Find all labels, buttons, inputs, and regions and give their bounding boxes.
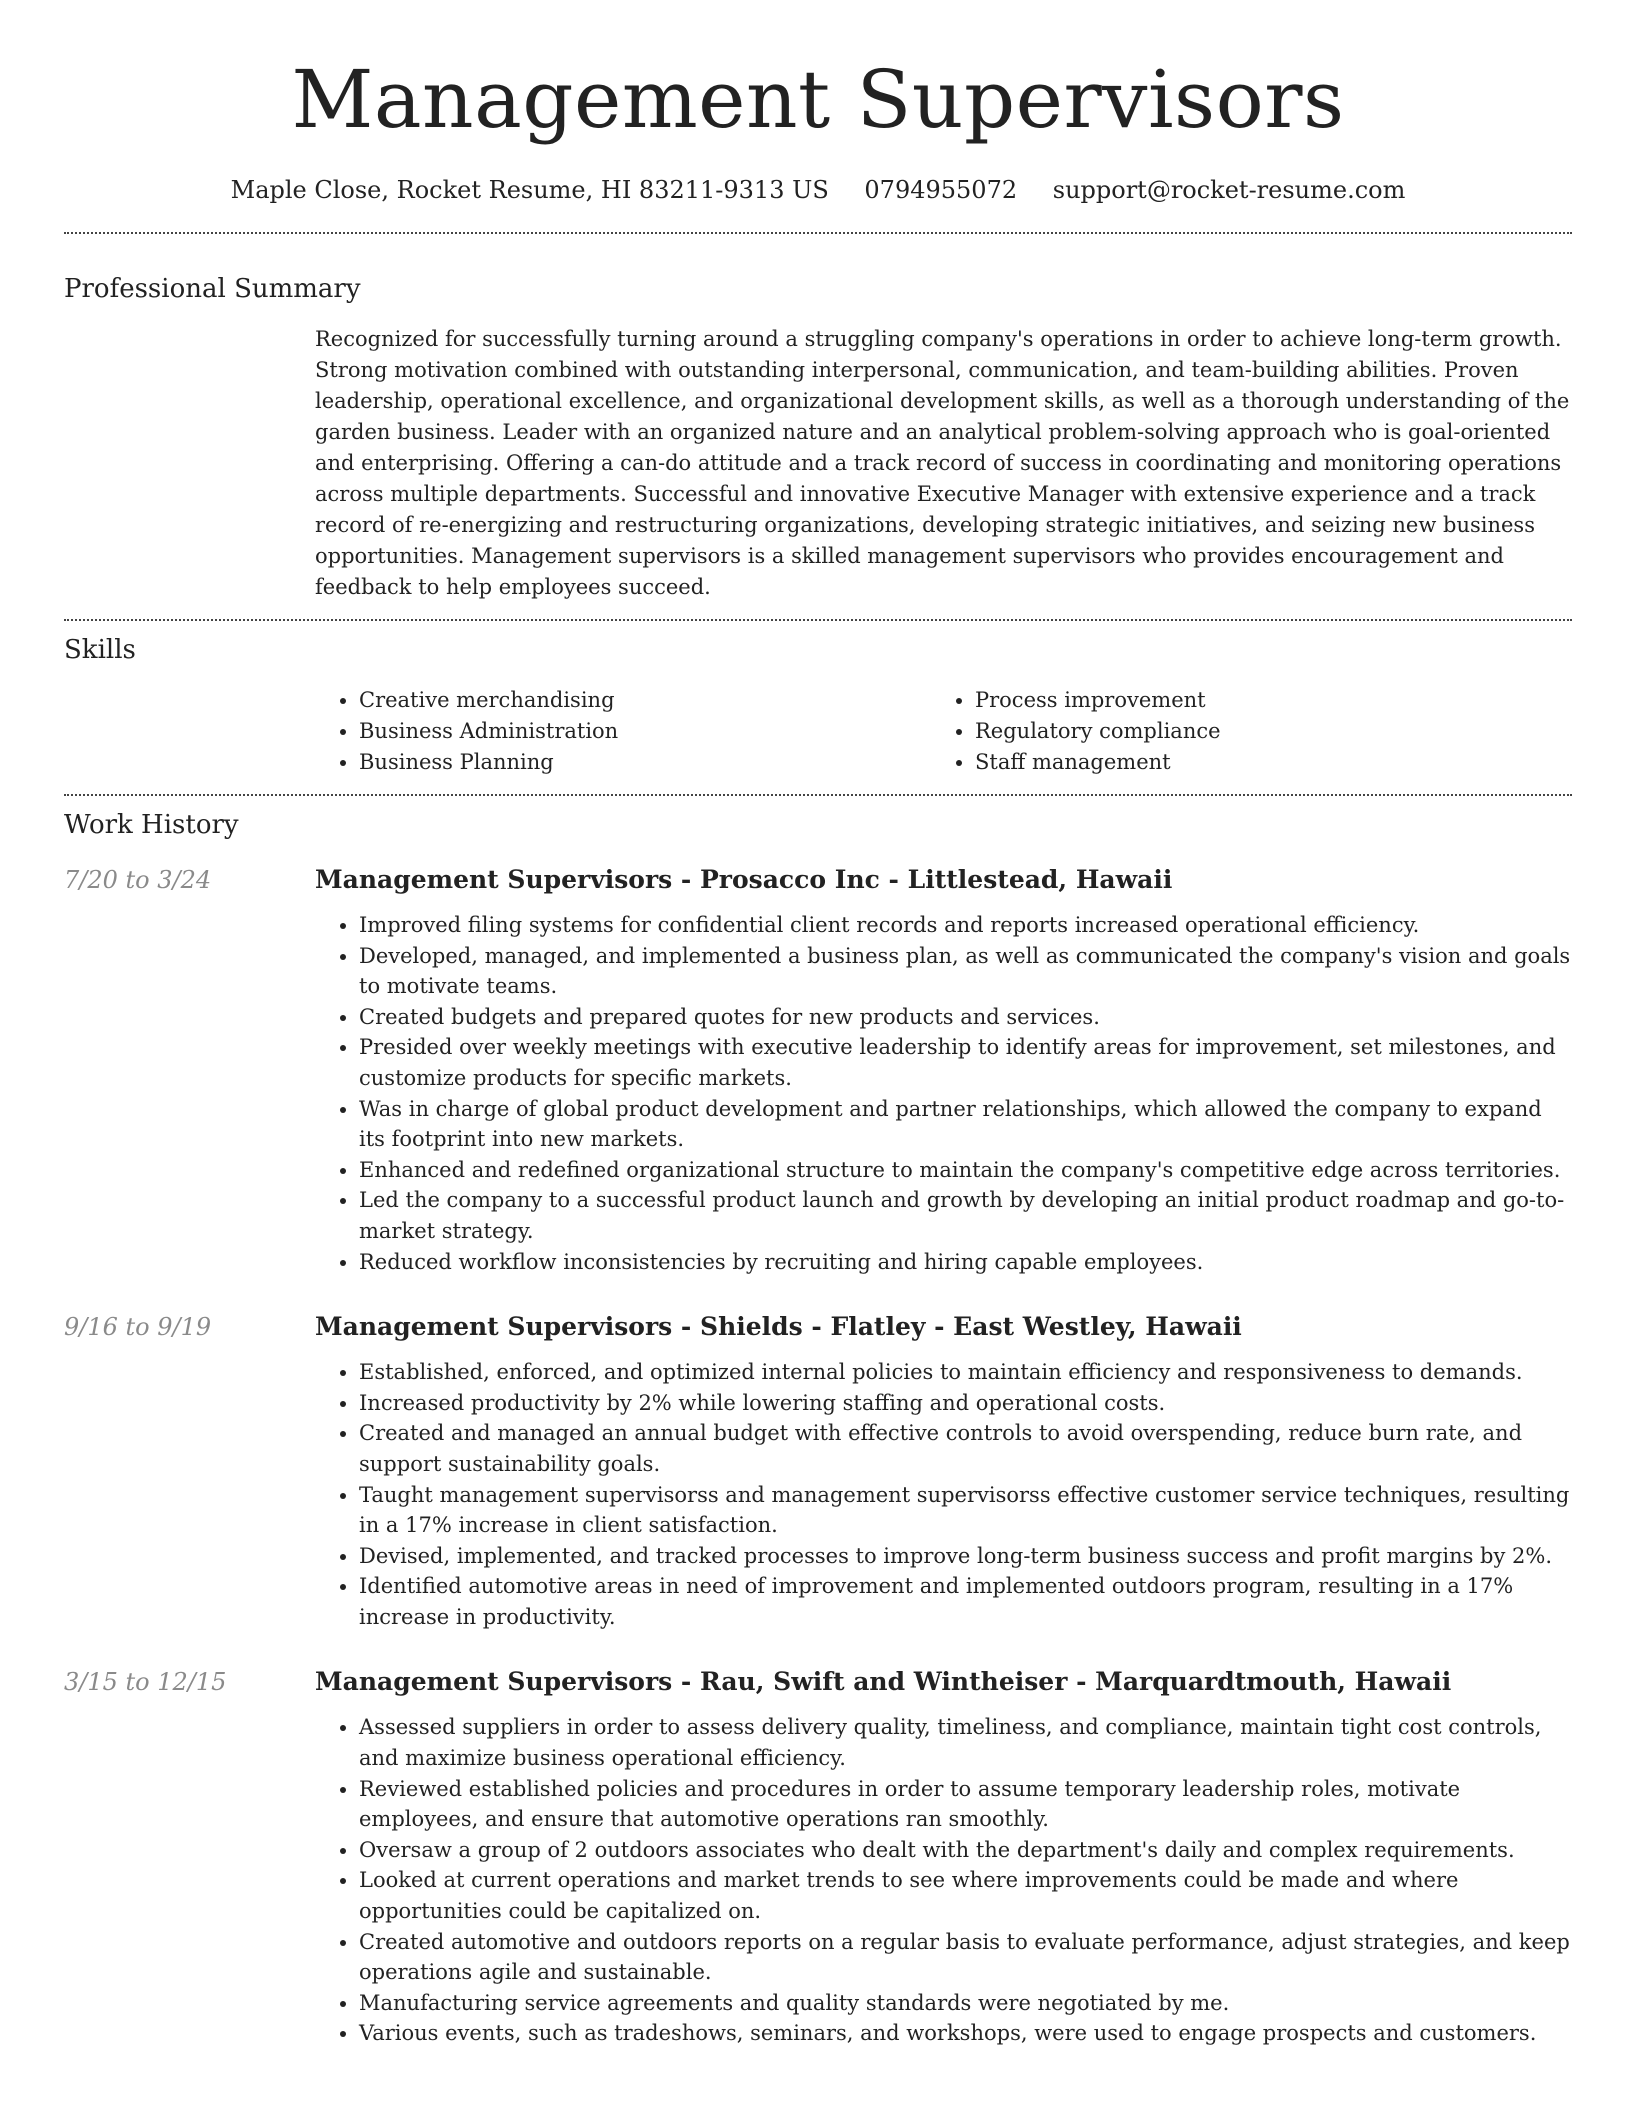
skill-item: • Staff management xyxy=(975,747,1547,778)
job-bullet: • Created and managed an annual budget with effective controls to avoid overspending, reduce burn rate, and support sustainability goals. xyxy=(359,1418,1572,1479)
job-bullet: • Enhanced and redefined organizational structure to maintain the company's competitive edge across territories. xyxy=(359,1155,1572,1186)
section-title-summary: Professional Summary xyxy=(64,274,361,304)
job-dates: 7/20 to 3/24 xyxy=(64,866,212,894)
job-body xyxy=(315,864,1572,1277)
contact-line xyxy=(64,174,1572,206)
job-bullet: • Various events, such as tradeshows, seminars, and workshops, were used to engage prospects and customers. xyxy=(359,2018,1572,2049)
contact-address: Maple Close, Rocket Resume, HI 83211-9313 US xyxy=(230,176,829,204)
contact-phone: 0794955072 xyxy=(864,176,1018,204)
job-bullet: • Led the company to a successful product launch and growth by developing an initial product roadmap and go-to-market strategy. xyxy=(359,1185,1572,1246)
job-bullet: • Created automotive and outdoors reports on a regular basis to evaluate performance, adjust strategies, and keep operations agile and sustainable. xyxy=(359,1927,1572,1988)
section-divider xyxy=(64,232,1572,234)
summary-text: Recognized for successfully turning around a struggling company's operations in order to achieve long-term growth. Strong motivation combined with outstanding interpersonal, communication, and team-building abilities. Proven leadership, operational excellence, and organizational development skills, as well as a thorough understanding of the garden business. Leader with an organized nature and an analytical problem-solving approach who is goal-oriented and enterprising. Offering a can-do attitude and a track record of success in coordinating and monitoring operations across multiple departments. Successful and innovative Executive Manager with extensive experience and a track record of re-energizing and restructuring organizations, developing strategic initiatives, and seizing new business opportunities. Management supervisors is a skilled management supervisors who provides encouragement and feedback to help employees succeed. xyxy=(315,327,1570,599)
job-bullets xyxy=(315,1357,1572,1632)
section-title-work-history: Work History xyxy=(64,810,239,840)
resume-page xyxy=(64,0,1572,2049)
skills-column-left xyxy=(315,685,931,778)
section-divider xyxy=(64,619,1572,621)
job-bullet: • Reviewed established policies and procedures in order to assume temporary leadership roles, motivate employees, and ensure that automotive operations ran smoothly. xyxy=(359,1774,1572,1835)
skills-column-right xyxy=(931,685,1547,778)
skill-item: • Business Administration xyxy=(359,716,931,747)
job-title: Management Supervisors - Shields - Flatley - East Westley, Hawaii xyxy=(315,1312,1242,1342)
job-bullet: • Developed, managed, and implemented a business plan, as well as communicated the company's vision and goals to motivate teams. xyxy=(359,941,1572,1002)
job-entry xyxy=(64,1311,1572,1632)
section-title-skills: Skills xyxy=(64,635,136,665)
job-bullet: • Increased productivity by 2% while lowering staffing and operational costs. xyxy=(359,1388,1572,1419)
job-bullet: • Presided over weekly meetings with executive leadership to identify areas for improvement, set milestones, and customize products for specific markets. xyxy=(359,1032,1572,1093)
skill-item: • Business Planning xyxy=(359,747,931,778)
job-bullet: • Identified automotive areas in need of improvement and implemented outdoors program, resulting in a 17% increase in productivity. xyxy=(359,1571,1572,1632)
job-dates: 9/16 to 9/19 xyxy=(64,1313,212,1342)
job-entry xyxy=(64,1666,1572,2049)
job-bullet: • Established, enforced, and optimized internal policies to maintain efficiency and responsiveness to demands. xyxy=(359,1357,1572,1388)
resume-name: Management Supervisors xyxy=(291,53,1345,146)
skills-grid xyxy=(315,685,1572,778)
job-bullet: • Taught management supervisorss and management supervisorss effective customer service techniques, resulting in a 17% increase in client satisfaction. xyxy=(359,1480,1572,1541)
job-title: Management Supervisors - Rau, Swift and Wintheiser - Marquardtmouth, Hawaii xyxy=(315,1667,1452,1697)
job-body xyxy=(315,1311,1572,1632)
job-bullet: • Improved filing systems for confidential client records and reports increased operational efficiency. xyxy=(359,910,1572,941)
skill-item: • Process improvement xyxy=(975,685,1547,716)
job-bullets xyxy=(315,1712,1572,2049)
job-bullet: • Created budgets and prepared quotes for new products and services. xyxy=(359,1002,1572,1033)
job-bullet: • Oversaw a group of 2 outdoors associates who dealt with the department's daily and complex requirements. xyxy=(359,1835,1572,1866)
job-bullet: • Was in charge of global product development and partner relationships, which allowed the company to expand its footprint into new markets. xyxy=(359,1094,1572,1155)
job-body xyxy=(315,1666,1572,2049)
contact-email[interactable]: support@rocket-resume.com xyxy=(1052,176,1406,204)
skill-item: • Regulatory compliance xyxy=(975,716,1547,747)
job-dates: 3/15 to 12/15 xyxy=(64,1668,227,1697)
section-divider xyxy=(64,794,1572,796)
job-bullet: • Manufacturing service agreements and quality standards were negotiated by me. xyxy=(359,1988,1572,2019)
job-bullet: • Assessed suppliers in order to assess delivery quality, timeliness, and compliance, maintain tight cost controls, and maximize business operational efficiency. xyxy=(359,1712,1572,1773)
job-bullet: • Looked at current operations and market trends to see where improvements could be made and where opportunities could be capitalized on. xyxy=(359,1865,1572,1926)
job-bullet: • Reduced workflow inconsistencies by recruiting and hiring capable employees. xyxy=(359,1247,1572,1278)
job-title: Management Supervisors - Prosacco Inc - Littlestead, Hawaii xyxy=(315,865,1173,894)
job-entry xyxy=(64,864,1572,1277)
skill-item: • Creative merchandising xyxy=(359,685,931,716)
job-bullets xyxy=(315,910,1572,1277)
job-bullet: • Devised, implemented, and tracked processes to improve long-term business success and profit margins by 2%. xyxy=(359,1541,1572,1572)
